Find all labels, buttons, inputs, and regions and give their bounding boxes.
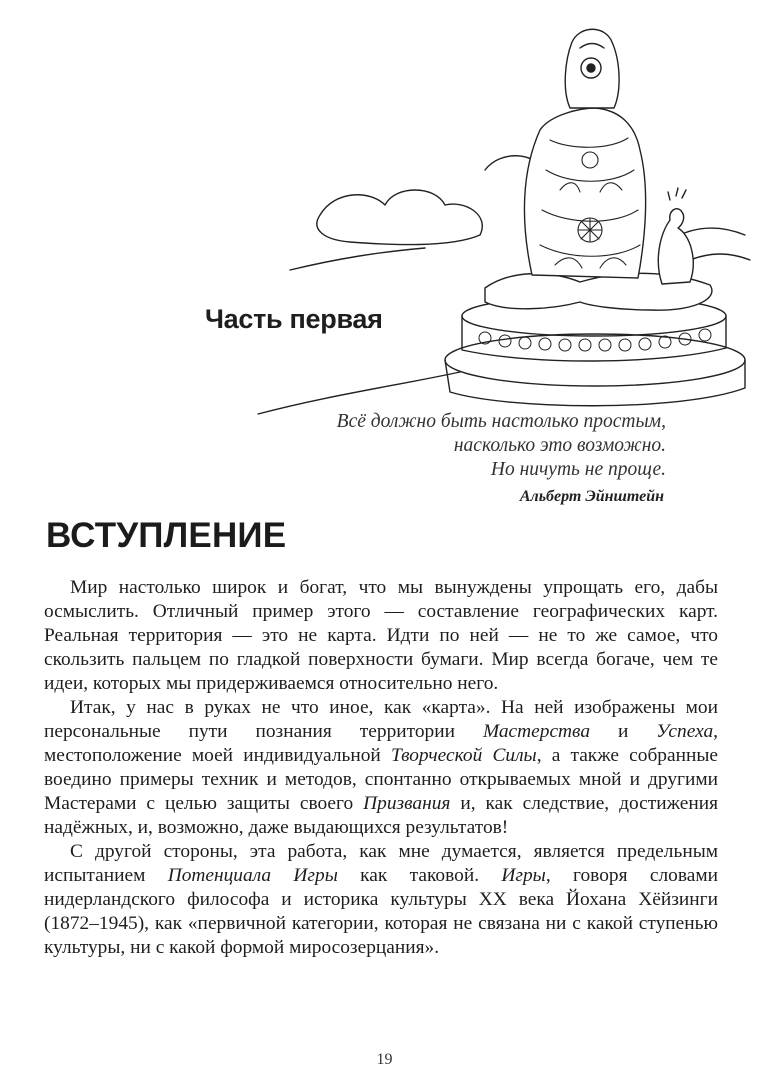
emphasis-text: Игры xyxy=(501,865,546,886)
emphasis-text: Творческой Силы xyxy=(390,745,537,766)
emphasis-text: Успеха xyxy=(656,721,714,742)
epigraph xyxy=(337,410,666,509)
paragraph-text: С другой стороны, эта работа, как мне думается, является предельным испытанием xyxy=(44,841,718,886)
emphasis-text: Мастерства xyxy=(482,721,591,742)
epigraph-author: Альберт Эйнштейн xyxy=(519,488,664,505)
paragraph xyxy=(44,576,718,696)
epigraph-line: Всё должно быть настолько простым, xyxy=(336,411,666,432)
paragraph-text: и, как следствие, достижения надёжных, и, возможно, даже выдающихся результатов! xyxy=(44,793,719,838)
seated-figure-illustration xyxy=(250,20,760,420)
paragraph-text: , говоря словами нидерландского философа и историка культуры XX века Йохана Хёйзинги (1872–1945), как «первичной категории, которая не связана ни с какой ступенью культуры, ни с какой формой миросозерцания». xyxy=(44,865,718,958)
emphasis-text: Потенциала Игры xyxy=(167,865,338,886)
paragraph xyxy=(44,840,718,960)
page-number: 19 xyxy=(376,1051,393,1068)
epigraph-line: Но ничуть не проще. xyxy=(490,459,666,480)
emphasis-text: Призвания xyxy=(363,793,451,814)
paragraph-text: и xyxy=(590,721,657,742)
paragraph-text: как таковой. xyxy=(337,865,502,886)
paragraph-text: , местоположение моей индивидуальной xyxy=(44,721,718,766)
body-text xyxy=(44,576,718,960)
paragraph-text: , а также собранные воедино примеры техник и методов, спонтанно открываемых мной и другими Мастерами с целью защиты своего xyxy=(44,745,718,814)
paragraph xyxy=(44,696,718,840)
part-title: Часть первая xyxy=(205,304,383,334)
epigraph-line: насколько это возможно. xyxy=(453,435,666,456)
chapter-title: ВСТУПЛЕНИЕ xyxy=(46,516,287,555)
paragraph-text: Мир настолько широк и богат, что мы вынуждены упрощать его, дабы осмыслить. Отличный пример этого — составление географических карт. Реальная территория — это не карта. Идти по ней — не то же самое, что скользить пальцем по гладкой поверхности бумаги. Мир всегда богаче, чем те идеи, которых мы придерживаемся относительно него. xyxy=(44,577,718,694)
paragraph-text: Итак, у нас в руках не что иное, как «карта». На ней изображены мои персональные пути познания территории xyxy=(44,697,718,742)
